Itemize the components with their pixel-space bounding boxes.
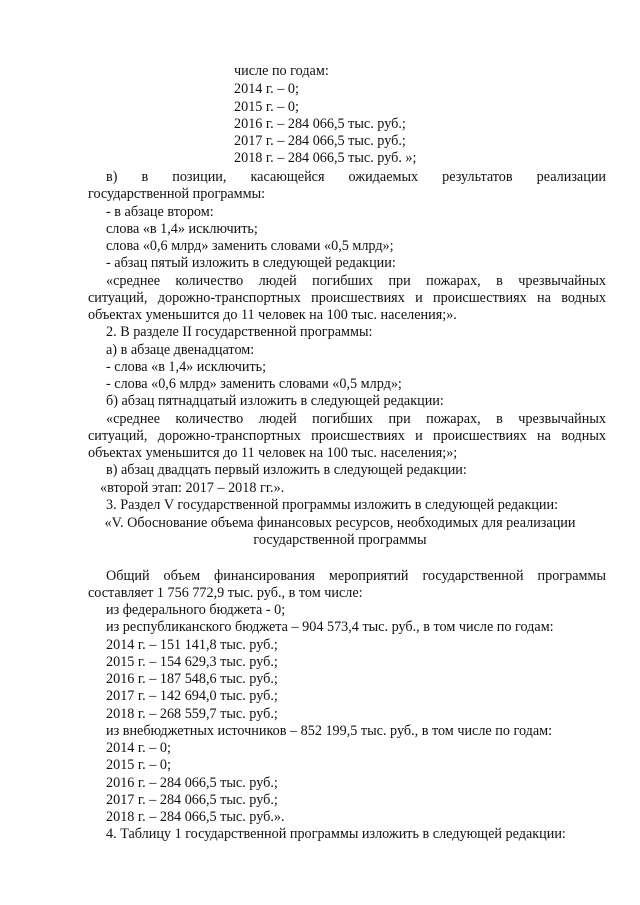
list-item: из внебюджетных источников – 852 199,5 тыс. руб., в том числе по годам: (106, 723, 553, 739)
text-line: 2018 г. – 284 066,5 тыс. руб. »; (234, 150, 417, 166)
paragraph-line: Общий объем финансирования мероприятий государственной программы (106, 568, 606, 584)
text-line: 2016 г. – 284 066,5 тыс. руб.; (234, 116, 406, 132)
list-item: в) абзац двадцать первый изложить в следующей редакции: (106, 462, 467, 478)
list-item: б) абзац пятнадцатый изложить в следующей редакции: (106, 393, 444, 409)
list-item: слова «0,6 млрд» заменить словами «0,5 млрд»; (106, 238, 394, 254)
section-line: 3. Раздел V государственной программы изложить в следующей редакции: (106, 497, 559, 513)
paragraph-line: составляет 1 756 772,9 тыс. руб., в том числе: (88, 585, 363, 601)
section-heading: государственной программы (253, 532, 427, 548)
text-line: 2014 г. – 0; (234, 81, 299, 97)
paragraph-line: в) в позиции, касающейся ожидаемых результатов реализации (106, 169, 606, 185)
quote-line: ситуаций, дорожно-транспортных происшествиях и происшествиях на водных (88, 428, 606, 444)
paragraph-line: государственной программы: (88, 186, 266, 202)
list-item: - абзац пятый изложить в следующей редакции: (106, 255, 396, 271)
list-item: из федерального бюджета - 0; (106, 602, 286, 618)
text-line: 2017 г. – 284 066,5 тыс. руб.; (234, 133, 406, 149)
quote-line: «среднее количество людей погибших при пожарах, в чрезвычайных (106, 411, 606, 427)
quote-line: объектах уменьшится до 11 человек на 100 тыс. населения;»; (88, 445, 458, 461)
list-item: слова «в 1,4» исключить; (106, 221, 258, 237)
text-line: числе по годам: (234, 63, 329, 79)
year-line: 2015 г. – 0; (106, 757, 171, 773)
year-line: 2016 г. – 284 066,5 тыс. руб.; (106, 775, 278, 791)
text-line: 2015 г. – 0; (234, 99, 299, 115)
section-line: 2. В разделе II государственной программы: (106, 324, 373, 340)
list-item: - слова «0,6 млрд» заменить словами «0,5 млрд»; (106, 376, 402, 392)
list-item: а) в абзаце двенадцатом: (106, 342, 255, 358)
section-heading: «V. Обоснование объема финансовых ресурсов, необходимых для реализации (104, 515, 576, 531)
list-item: - в абзаце втором: (106, 204, 214, 220)
section-line: 4. Таблицу 1 государственной программы изложить в следующей редакции: (106, 826, 566, 842)
quote-line: ситуаций, дорожно-транспортных происшествиях и происшествиях на водных (88, 290, 606, 306)
year-line: 2014 г. – 0; (106, 740, 171, 756)
year-line: 2018 г. – 284 066,5 тыс. руб.». (106, 809, 285, 825)
quote-line: объектах уменьшится до 11 человек на 100 тыс. населения;». (88, 307, 457, 323)
quote-line: «среднее количество людей погибших при пожарах, в чрезвычайных (106, 273, 606, 289)
year-line: 2017 г. – 142 694,0 тыс. руб.; (106, 688, 278, 704)
year-line: 2018 г. – 268 559,7 тыс. руб.; (106, 706, 278, 722)
quote-line: «второй этап: 2017 – 2018 гг.». (100, 480, 285, 496)
year-line: 2014 г. – 151 141,8 тыс. руб.; (106, 637, 278, 653)
year-line: 2015 г. – 154 629,3 тыс. руб.; (106, 654, 278, 670)
list-item: - слова «в 1,4» исключить; (106, 359, 267, 375)
year-line: 2016 г. – 187 548,6 тыс. руб.; (106, 671, 278, 687)
year-line: 2017 г. – 284 066,5 тыс. руб.; (106, 792, 278, 808)
list-item: из республиканского бюджета – 904 573,4 тыс. руб., в том числе по годам: (106, 619, 554, 635)
